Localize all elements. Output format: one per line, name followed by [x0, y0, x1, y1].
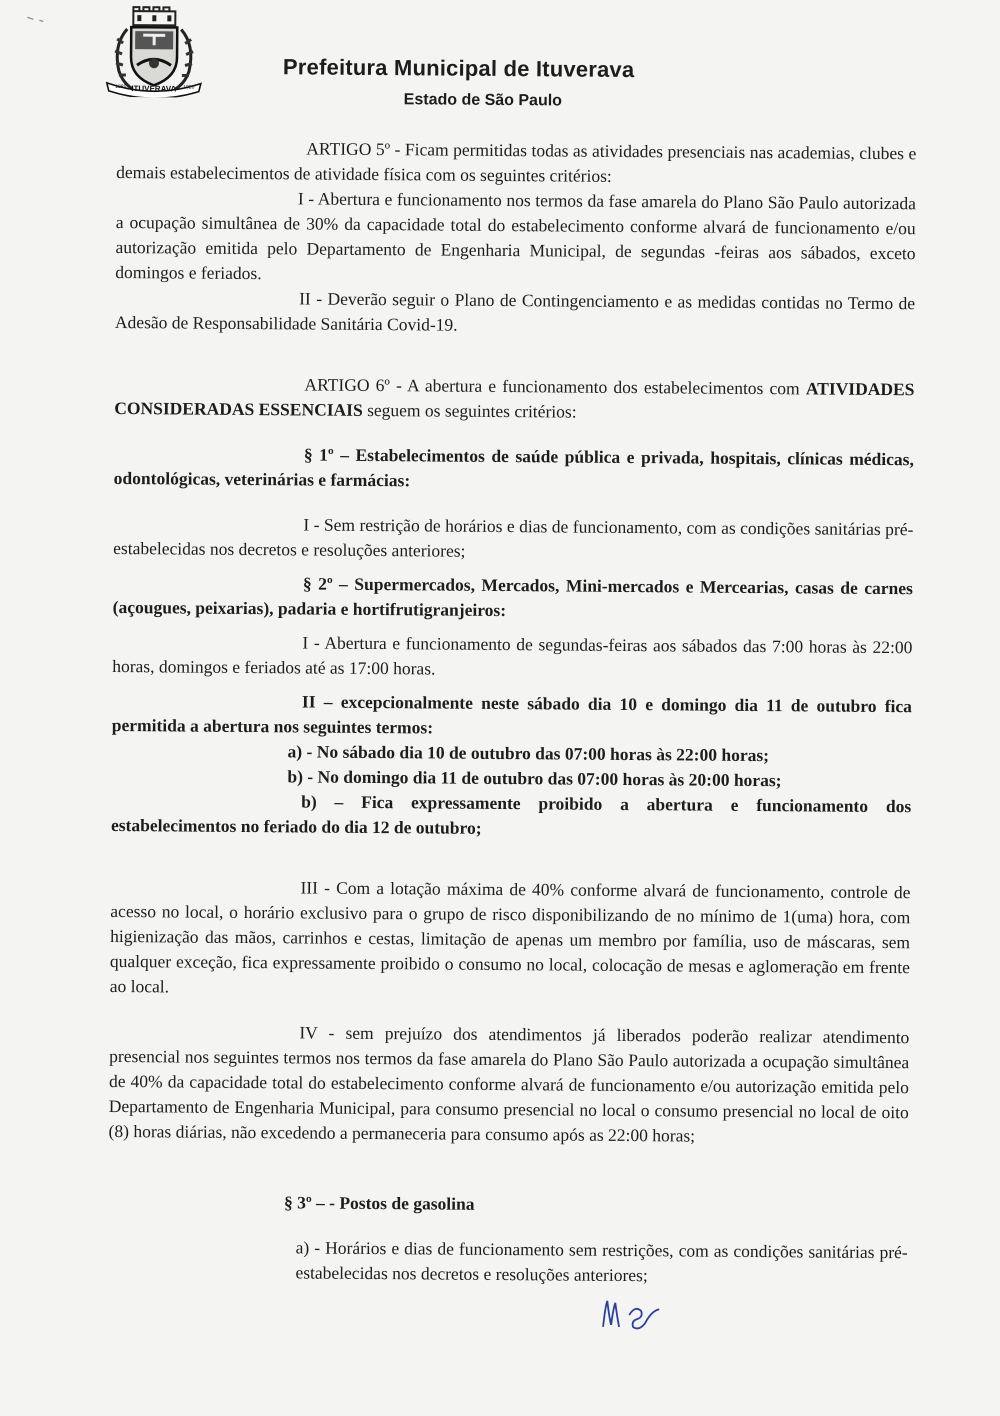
- paragrafo-2-heading-text: § 2º – Supermercados, Mercados, Mini-mercados e Mercearias, casas de carnes (açougues, peixarias), padaria e hortifrutigranjeiros:: [112, 573, 913, 621]
- handwritten-initials-signature: [599, 1297, 663, 1334]
- paragrafo-1-item-i: I - Sem restrição de horários e dias de funcionamento, com as condições sanitárias pré-estabelecidas nos decretos e resoluções anteriores;: [113, 514, 914, 561]
- artigo-5-item-ii: II - Deverão seguir o Plano de Contingenciamento e as medidas contidas no Termo de Adesão de Responsabilidade Sanitária Covid-19.: [114, 288, 916, 335]
- paragrafo-2-item-b1-text: b) - No domingo dia 11 de outubro das 07:00 horas às 20:00 horas;: [287, 766, 782, 791]
- paragrafo-1-heading: [114, 441, 914, 497]
- paragrafo-2-item-iv: IV - sem prejuízo dos atendimentos já liberados poderão realizar atendimento presencial nos seguintes termos nos termos da fase amarela do Plano São Paulo autorizada a ocupação simultânea de 40% da capacidade total do estabelecimento conforme alvará de funcionamento e/ou autorização emitida pelo Departamento de Engenharia Municipal, para consumo presencial no local o consumo presencial no local de oito (8) horas diárias, não excedendo a permaneceria para consumo após as 22:00 horas;: [108, 1022, 910, 1146]
- municipal-coat-of-arms-icon: [103, 5, 206, 98]
- crest-year-left: 1885: [115, 83, 127, 91]
- paragrafo-3-item-a: a) - Horários e dias de funcionamento sem restrições, com as condições sanitárias pré-estabelecidas nos decretos e resoluções anteriores;: [295, 1237, 908, 1286]
- artigo-6-paragraph: [114, 371, 914, 427]
- paragrafo-2-item-b2-text: b) – Fica expressamente proibido a abertura e funcionamento dos estabelecimentos no feriado do dia 12 de outubro;: [110, 791, 912, 838]
- paragrafo-2-item-iii: III - Com a lotação máxima de 40% conforme alvará de funcionamento, controle de acesso no local, o horário exclusivo para o grupo de risco disponibilizando de no mínimo de 1(uma) hora, com higienização das mãos, carrinhos e cestas, limitação de apenas um membro por família, uso de máscaras, sem qualquer exceção, fica expressamente proibido o consumo no local, colocação de mesas e aglomeração em frente ao local.: [109, 877, 911, 997]
- scan-speck-mark: [25, 14, 65, 24]
- artigo-6-lead: ARTIGO 6º: [304, 374, 390, 396]
- paragrafo-2-item-b2: [111, 788, 911, 844]
- paragrafo-2-item-ii: [112, 688, 912, 744]
- paragrafo-2-item-ii-text: II – excepcionalmente neste sábado dia 10 e domingo dia 11 de outubro fica permitida a abertura nos seguintes termos:: [111, 691, 913, 738]
- artigo-6-text-a: - A abertura e funcionamento dos estabelecimentos com: [389, 375, 806, 399]
- header-title: Prefeitura Municipal de Ituverava: [282, 54, 635, 83]
- document-body: [107, 135, 916, 1290]
- artigo-6-text-b: seguem os seguintes critérios:: [362, 399, 577, 422]
- paragrafo-2-heading: [113, 570, 913, 626]
- artigo-5-paragraph: [116, 135, 916, 191]
- paragrafo-3-heading-text: § 3º – - Postos de gasolina: [283, 1192, 475, 1214]
- crest-year-right: 1920: [183, 84, 195, 91]
- artigo-5-text: - Ficam permitidas todas as atividades presenciais nas academias, clubes e demais estabelecimentos de atividade física com os seguintes critérios:: [116, 139, 917, 186]
- paragrafo-1-heading-text: § 1º – Estabelecimentos de saúde pública e privada, hospitais, clínicas médicas, odontológicas, veterinárias e farmácias:: [113, 444, 914, 491]
- paragrafo-2-item-a-text: a) - No sábado dia 10 de outubro das 07:00 horas às 22:00 horas;: [287, 741, 770, 766]
- artigo-5-item-i: I - Abertura e funcionamento nos termos da fase amarela do Plano São Paulo autorizada a ocupação simultânea de 30% da capacidade total do estabelecimento conforme alvará de funcionamento e/ou autorização emitida pelo Departamento de Engenharia Municipal, de segundas -feiras aos sábados, exceto domingos e feriados.: [115, 188, 916, 284]
- crest-ribbon-text: ITUVERAVA: [131, 84, 177, 94]
- artigo-6-bold-text: ATIVIDADES CONSIDERADAS ESSENCIAIS: [114, 378, 915, 420]
- paragrafo-2-item-i: I - Abertura e funcionamento de segundas-feiras aos sábados das 7:00 horas às 22:00 horas, domingos e feriados até as 17:00 horas.: [112, 632, 913, 679]
- artigo-5-lead: ARTIGO 5º: [306, 138, 391, 160]
- header-subtitle: Estado de São Paulo: [403, 91, 563, 110]
